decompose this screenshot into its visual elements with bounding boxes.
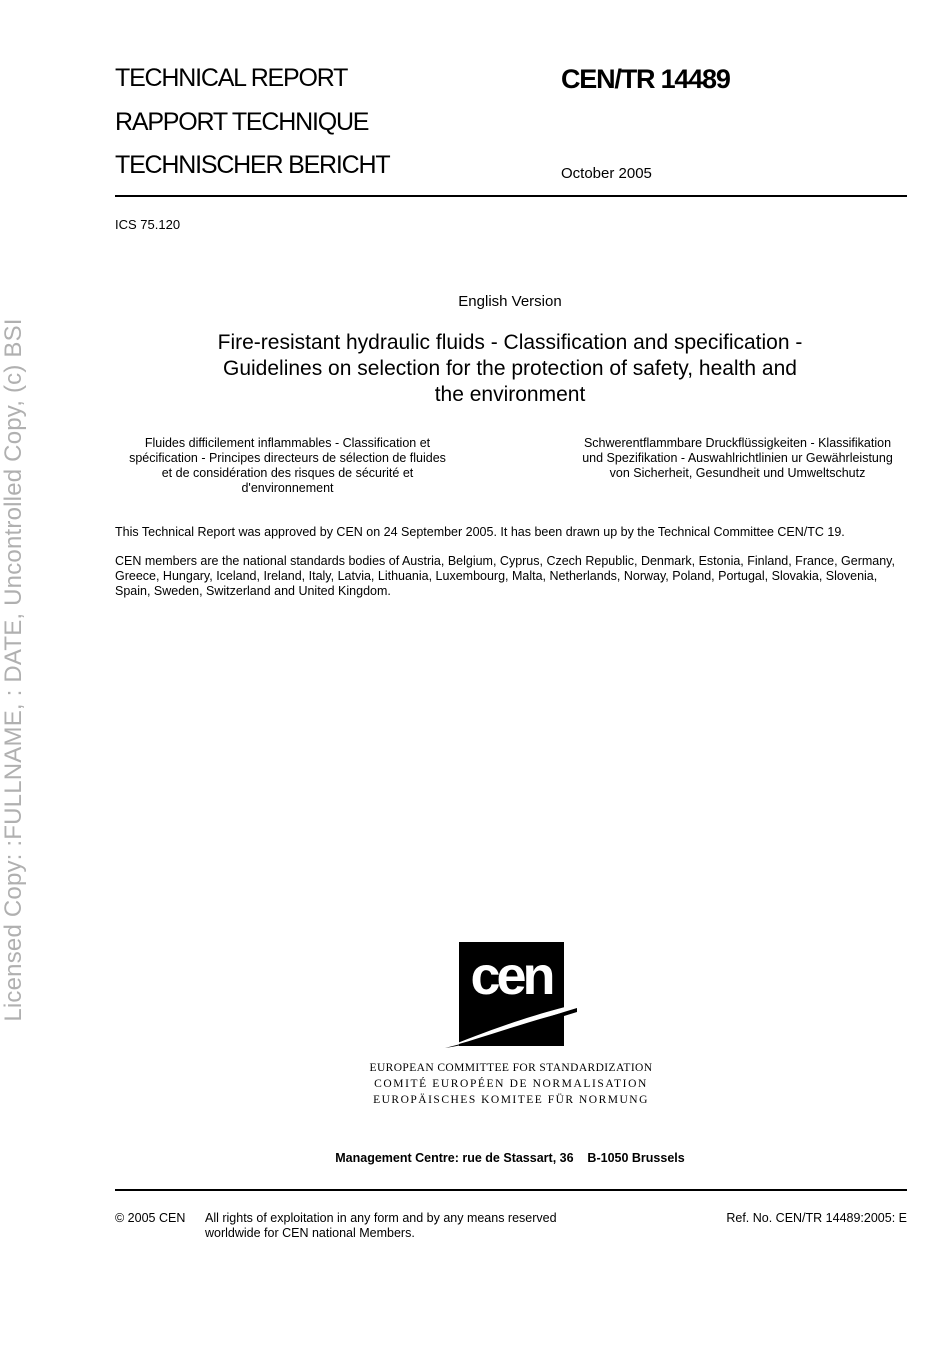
cen-logo-icon bbox=[445, 942, 577, 1050]
members-statement: CEN members are the national standards bodies of Austria, Belgium, Cyprus, Czech Republic, Denmark, Estonia, Finland, France, Germany, Greece, Hungary, Iceland, Ireland, Italy, Latvia, Lithuania, Luxembourg, Malta, Netherlands, Norway, Poland, Portugal, Slovakia, Slovenia, Spain, Sweden, Switzerland and United Kingdom. bbox=[115, 554, 895, 598]
approval-statement: This Technical Report was approved by CEN on 24 September 2005. It has been drawn up by the Technical Committee CEN/TC 19. bbox=[115, 525, 845, 539]
title-line: the environment bbox=[434, 383, 586, 406]
watermark-text: Licensed Copy: :FULLNAME, : DATE, Uncontrolled Copy, (c) BSI bbox=[0, 318, 27, 1022]
committee-name-english: EUROPEAN COMMITTEE FOR STANDARDIZATION bbox=[369, 1062, 653, 1074]
document-title bbox=[180, 330, 840, 408]
report-type-english: TECHNICAL REPORT bbox=[115, 64, 348, 92]
title-line: Guidelines on selection for the protection of safety, health and bbox=[223, 357, 797, 380]
publication-date: October 2005 bbox=[561, 165, 652, 182]
committee-name-german: EUROPÄISCHES KOMITEE FÜR NORMUNG bbox=[373, 1094, 649, 1106]
copyright-notice: © 2005 CEN bbox=[115, 1211, 186, 1225]
german-title bbox=[565, 436, 910, 481]
management-centre-address: Management Centre: rue de Stassart, 36 B-1050 Brussels bbox=[335, 1151, 685, 1165]
reference-number: Ref. No. CEN/TR 14489:2005: E bbox=[726, 1211, 907, 1225]
rights-line: worldwide for CEN national Members. bbox=[205, 1226, 415, 1240]
french-title-line: Fluides difficilement inflammables - Classification et bbox=[144, 436, 431, 450]
german-title-line: Schwerentflammbare Druckflüssigkeiten - Klassifikation bbox=[583, 436, 892, 450]
cen-logo-text: cen bbox=[470, 946, 552, 1006]
committee-name-french: COMITÉ EUROPÉEN DE NORMALISATION bbox=[374, 1078, 648, 1090]
report-type-german: TECHNISCHER BERICHT bbox=[115, 151, 390, 179]
header-divider bbox=[115, 195, 907, 197]
french-title-line: d'environnement bbox=[241, 481, 334, 495]
french-title-line: spécification - Principes directeurs de sélection de fluides bbox=[129, 451, 446, 465]
german-title-line: und Spezifikation - Auswahlrichtlinien ur Gewährleistung bbox=[582, 451, 893, 465]
rights-statement bbox=[205, 1211, 605, 1241]
report-type-french: RAPPORT TECHNIQUE bbox=[115, 108, 369, 136]
language-version: English Version bbox=[458, 293, 562, 310]
ics-code: ICS 75.120 bbox=[115, 217, 181, 232]
document-number: CEN/TR 14489 bbox=[561, 64, 730, 94]
rights-line: All rights of exploitation in any form and by any means reserved bbox=[205, 1211, 557, 1225]
title-line: Fire-resistant hydraulic fluids - Classification and specification - bbox=[217, 331, 803, 354]
french-title-line: et de considération des risques de sécurité et bbox=[161, 466, 414, 480]
german-title-line: von Sicherheit, Gesundheit und Umweltschutz bbox=[609, 466, 866, 480]
french-title bbox=[115, 436, 460, 496]
footer-divider bbox=[115, 1189, 907, 1191]
